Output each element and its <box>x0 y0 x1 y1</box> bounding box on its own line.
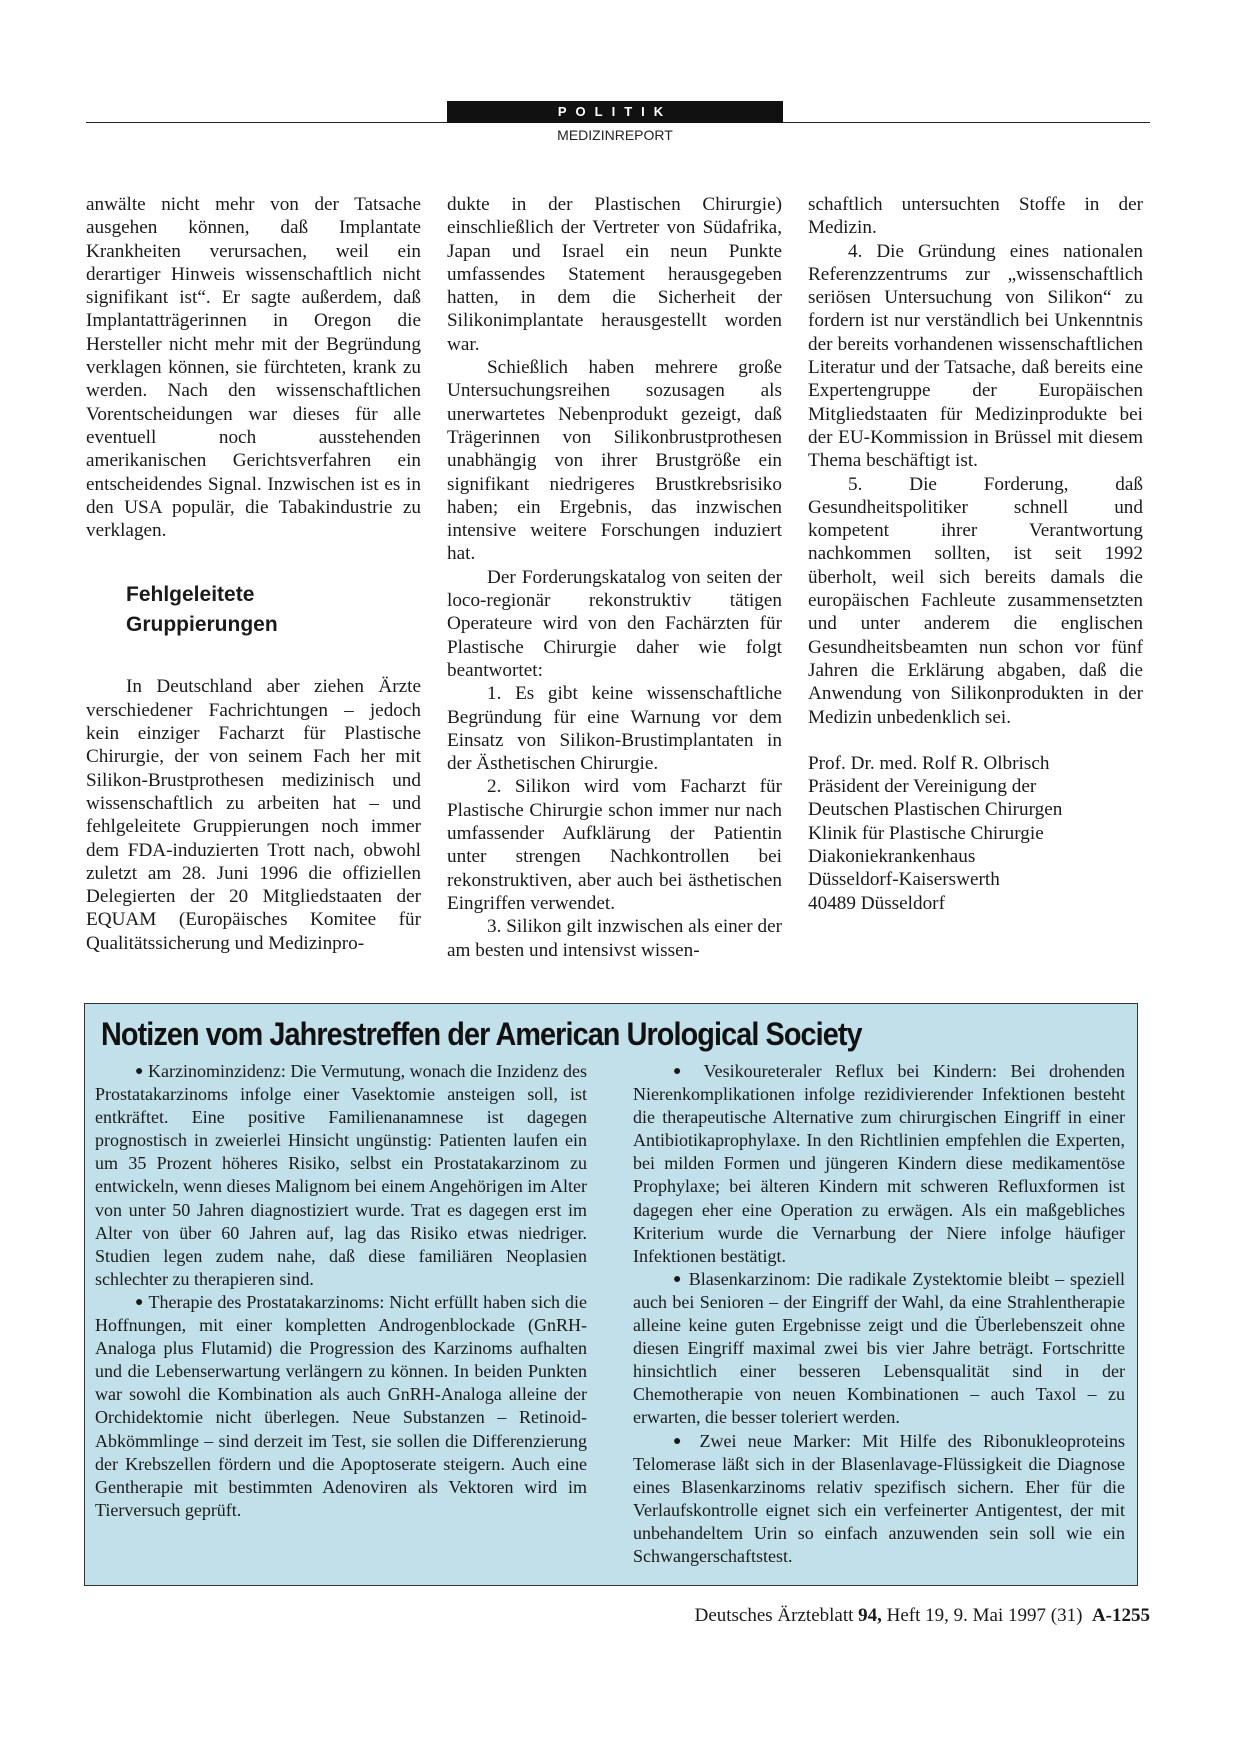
bullet-icon: ● <box>135 1064 144 1079</box>
article-column-2 <box>447 193 782 962</box>
subheading <box>126 580 421 640</box>
paragraph: schaftlich untersuchten Stoffe in der Medizin. <box>808 194 1143 239</box>
signature-line: Klinik für Plastische Chirurgie <box>808 822 1044 844</box>
box-item <box>633 1268 1125 1430</box>
paragraph: anwälte nicht mehr von der Tatsache ausgehen können, daß Implantate Krankheiten verursachen, weil ein derartiger Hinweis wissenschaftlich nicht signifikant ist“. Er sagte außerdem, daß Implantatträgerinnen in Oregon die Hersteller nicht mehr mit der Begründung verklagen können, sie fürchteten, krank zu werden. Nach den wissenschaftlichen Vorentscheidungen war dieses für alle eventuell noch ausstehenden amerikanischen Gerichtsverfahren ein entscheidendes Signal. Inzwischen ist es in den USA populär, die Tabakindustrie zu verklagen. <box>86 194 421 542</box>
subheading-line: Gruppierungen <box>126 613 278 637</box>
paragraph: Der Forderungskatalog von seiten der loco-regionär rekonstruktiv tätigen Operateure wird von den Fachärzten für Plastische Chirurgie daher wie folgt beantwortet: <box>447 566 782 681</box>
volume-number: 94, <box>858 1605 882 1626</box>
box-item-text: Therapie des Prostatakarzinoms: Nicht erfüllt haben sich die Hoffnungen, mit einer kompletten Androgenblockade (GnRH-Analoga plus Flutamid) die Progression des Karzinoms aufhalten und die Lebenserwartung verlängern zu können. In beiden Punkten war sowohl die Kombination als auch GnRH-Analoga alleine der Orchidektomie nicht überlegen. Neue Substanzen – Retinoid-Abkömmlinge – sind derzeit im Test, sie sollen die Differenzierung der Krebszellen fördern und die Apoptoserate steigern. Auch eine Gentherapie mit bestimmten Adenoviren als Vektoren wird im Tierversuch geprüft. <box>95 1291 587 1520</box>
box-column-left <box>95 1060 587 1522</box>
paragraph: In Deutschland aber ziehen Ärzte verschiedener Fachrichtungen – jedoch kein einziger Facharzt für Plastische Chirurgie, der von seinem Fach her mit Silikon-Brustprothesen medizinisch und wissenschaftlich zu arbeiten hat – und fehlgeleitete Gruppierungen noch immer dem FDA-induzierten Trott nach, obwohl zuletzt am 28. Juni 1996 die offiziellen Delegierten der 20 Mitgliedstaaten der EQUAM (Europäisches Komitee für Qualitätssicherung und Medizinpro- <box>86 676 421 954</box>
article-column-3 <box>808 193 1143 915</box>
box-item-text: Blasenkarzinom: Die radikale Zystektomie bleibt – speziell auch bei Senioren – der Eingriff der Wahl, da eine Strahlentherapie alleine keine guten Ergebnisse zeigt und die Überlebenszeit ohne diesen Eingriff maximal zwei bis vier Jahre beträgt. Fortschritte hinsichtlich einer besseren Lebensqualität sind in der Chemotherapie von neuen Kombinationen – auch Taxol – zu erwarten, die besser toleriert werden. <box>633 1268 1126 1428</box>
journal-name: Deutsches Ärzteblatt <box>694 1605 854 1626</box>
numbered-point: 1. Es gibt keine wissenschaftliche Begründung für eine Warnung vor dem Einsatz von Silikon-Brustimplantaten in der Ästhetischen Chirurgie. <box>447 683 782 775</box>
section-label: POLITIK <box>447 101 783 123</box>
page-footer <box>520 1605 1150 1627</box>
bullet-icon: ● <box>673 1064 691 1079</box>
signature-line: Deutschen Plastischen Chirurgen <box>808 799 1063 821</box>
page-number: A-1255 <box>1091 1605 1150 1626</box>
subsection-label: MEDIZINREPORT <box>557 127 673 143</box>
box-item <box>633 1060 1125 1268</box>
signature-line: Düsseldorf-Kaiserswerth <box>808 869 1000 891</box>
bullet-icon: ● <box>673 1433 689 1449</box>
numbered-point: 4. Die Gründung eines nationalen Referenzzentrums zur „wissenschaftlich seriösen Untersuchung von Silikon“ zu fordern ist nur verständlich bei Unkenntnis der bereits vorhandenen wissenschaftlichen Literatur und der Tatsache, daß bereits eine Expertengruppe der Europäischen Mitgliedstaaten für Medizinprodukte bei der EU-Kommission in Brüssel mit diesem Thema beschäftigt ist. <box>808 240 1143 472</box>
box-item-text: Karzinominzidenz: Die Vermutung, wonach die Inzidenz des Prostatakarzinoms infolge einer Vasektomie ansteigen soll, ist entkräftet. Eine positive Familienanamnese ist dagegen prognostisch in zweierlei Hinsicht ungünstig: Patienten laufen ein um 35 Prozent höheres Risiko, selbst ein Prostatakarzinom zu entwickeln, wenn dieses Malignom bei einem Angehörigen im Alter von unter 50 Jahren diagnostiziert wurde. Trat es dagegen erst im Alter von über 60 Jahren auf, lag das Risiko etwas niedriger. Studien legen zudem nahe, daß diese familiären Neoplasien schlechter zu therapieren sind. <box>95 1061 587 1289</box>
box-item-text: Vesikoureteraler Reflux bei Kindern: Bei drohenden Nierenkomplikationen infolge rezidivierender Infektionen besteht die therapeutische Alternative zum chirurgischen Eingriff in einer Antibiotikaprophylaxe. In den Richtlinien empfehlen die Experten, bei milden Formen und jüngeren Kindern diese medikamentöse Prophylaxe; bei älteren Kindern mit schweren Refluxformen ist dagegen eher eine Operation zu erwägen. Als ein maßgebliches Kriterium wurde die Vernarbung der Niere infolge häufiger Infektionen bestätigt. <box>633 1061 1125 1266</box>
bullet-icon: ● <box>673 1271 683 1287</box>
box-item-text: Zwei neue Marker: Mit Hilfe des Ribonukleoproteins Telomerase läßt sich in der Blasenlavage-Flüssigkeit die Diagnose eines Blasenkarzinoms relativ spezifisch sichern. Eher für die Verlaufskontrolle eignet sich ein verfeinerter Antigentest, der mit unbehandeltem Urin so einfach anzuwenden sein soll wie ein Schwangerschaftstest. <box>633 1430 1125 1566</box>
box-item <box>633 1430 1125 1569</box>
signature-line: Präsident der Vereinigung der <box>808 776 1037 798</box>
numbered-point: 2. Silikon wird vom Facharzt für Plastische Chirurgie schon immer nur nach umfassender Aufklärung der Patientin unter strengen Nachkontrollen bei rekonstruktiven, aber auch bei ästhetischen Eingriffen verwendet. <box>447 776 782 914</box>
numbered-point: 3. Silikon gilt inzwischen als einer der am besten und intensivst wissen- <box>447 916 782 961</box>
paragraph: Schießlich haben mehrere große Untersuchungsreihen sozusagen als unerwartetes Nebenprodukt gezeigt, daß Trägerinnen von Silikonbrustprothesen unabhängig von ihrer Brustgröße ein signifikant niedrigeres Brustkrebsrisiko haben; ein Ergebnis, das inzwischen intensive weitere Forschungen induziert hat. <box>447 357 782 565</box>
signature-line: Prof. Dr. med. Rolf R. Olbrisch <box>808 752 1050 774</box>
news-box <box>84 1003 1138 1586</box>
numbered-point: 5. Die Forderung, daß Gesundheitspolitiker schnell und kompetent ihrer Verantwortung nachkommen sollten, ist seit 1992 überholt, weil sich bereits damals die europäischen Fachleute zusammensetzten und unter anderem die englischen Gesundheitsbeamten nun schon vor fünf Jahren die Erklärung abgaben, daß die Anwendung von Silikonprodukten in der Medizin unbedenklich sei. <box>808 473 1143 728</box>
issue-info: Heft 19, 9. Mai 1997 (31) <box>886 1605 1083 1626</box>
paragraph: dukte in der Plastischen Chirurgie) einschließlich der Vertreter von Südafrika, Japan und Israel ein neun Punkte umfassendes Statement herausgegeben hatten, in dem die Sicherheit der Silikonimplantate herausgestellt worden war. <box>447 194 782 355</box>
bullet-icon: ● <box>135 1294 144 1310</box>
box-item <box>95 1291 587 1522</box>
box-title: Notizen vom Jahrestreffen der American Urological Society <box>101 1016 862 1052</box>
box-item <box>95 1060 587 1291</box>
signature-line: Diakoniekrankenhaus <box>808 846 976 868</box>
signature-line: 40489 Düsseldorf <box>808 892 945 914</box>
subheading-line: Fehlgeleitete <box>126 583 255 607</box>
author-signature <box>808 752 1143 915</box>
article-column-1 <box>86 193 421 955</box>
box-column-right <box>633 1060 1125 1568</box>
